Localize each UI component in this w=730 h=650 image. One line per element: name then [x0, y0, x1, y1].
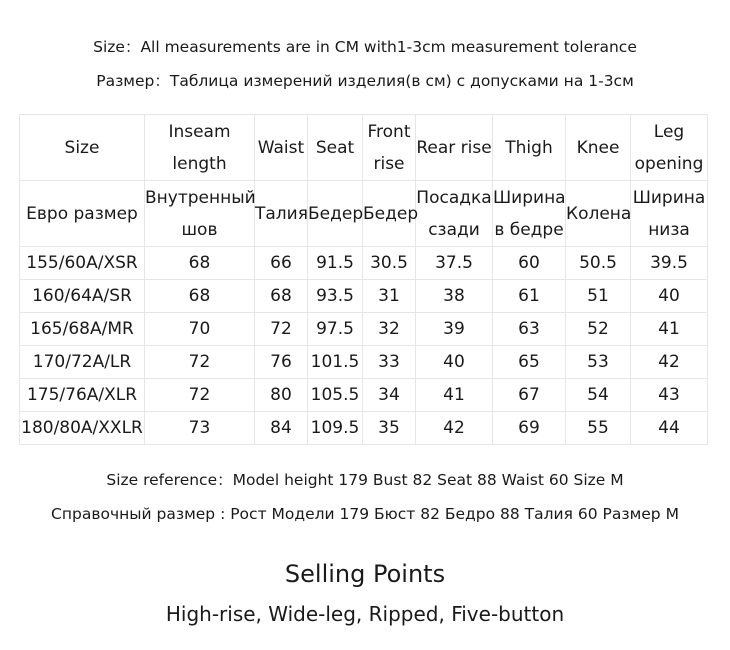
table-row	[20, 313, 708, 346]
measurement-cell: 50.5	[566, 247, 631, 280]
measurement-cell: 32	[363, 313, 416, 346]
header-cell	[363, 181, 419, 247]
header-cell	[363, 115, 416, 181]
measurement-cell: 68	[255, 280, 308, 313]
header-text: шов	[181, 219, 218, 240]
header-cell	[255, 181, 308, 247]
header-row-ru	[20, 181, 708, 247]
selling-points-text: High-rise, Wide-leg, Ripped, Five-button	[165, 602, 565, 626]
header-text: Ширина	[632, 187, 706, 208]
measurement-note-ru: Размер：Таблица измерений изделия(в см) с допусками на 1-3см	[96, 72, 634, 90]
header-text: сзади	[428, 219, 480, 240]
measurement-cell: 73	[145, 412, 255, 445]
measurement-cell: 54	[566, 379, 631, 412]
measurement-cell: 38	[416, 280, 493, 313]
header-cell	[255, 115, 308, 181]
measurement-cell: 31	[363, 280, 416, 313]
size-cell: 180/80A/XXLR	[20, 412, 145, 445]
measurement-cell: 34	[363, 379, 416, 412]
header-row-en	[20, 115, 708, 181]
measurement-cell: 61	[493, 280, 566, 313]
header-cell	[566, 115, 631, 181]
size-cell: 155/60A/XSR	[20, 247, 145, 280]
header-text: Колена	[566, 203, 632, 224]
header-cell	[416, 181, 493, 247]
header-text: в бедре	[494, 219, 564, 240]
measurement-cell: 43	[631, 379, 708, 412]
header-text: Leg	[653, 121, 685, 142]
measurement-cell: 40	[416, 346, 493, 379]
measurement-cell: 44	[631, 412, 708, 445]
measurement-cell: 105.5	[308, 379, 363, 412]
header-cell	[308, 115, 363, 181]
measurement-cell: 55	[566, 412, 631, 445]
measurement-cell: 97.5	[308, 313, 363, 346]
size-cell: 165/68A/MR	[20, 313, 145, 346]
measurement-cell: 42	[631, 346, 708, 379]
table-row	[20, 346, 708, 379]
header-cell	[631, 181, 708, 247]
header-text: Талия	[255, 203, 308, 224]
size-chart-table	[19, 114, 708, 445]
measurement-cell: 72	[145, 346, 255, 379]
measurement-cell: 52	[566, 313, 631, 346]
measurement-cell: 65	[493, 346, 566, 379]
measurement-cell: 93.5	[308, 280, 363, 313]
header-text: rise	[373, 153, 405, 174]
header-text: Внутренный	[145, 187, 256, 208]
header-text: Seat	[315, 137, 355, 158]
measurement-cell: 72	[145, 379, 255, 412]
measurement-cell: 30.5	[363, 247, 416, 280]
header-cell	[145, 181, 255, 247]
measurement-cell: 35	[363, 412, 416, 445]
size-cell: 170/72A/LR	[20, 346, 145, 379]
header-cell	[631, 115, 708, 181]
size-cell: 175/76A/XLR	[20, 379, 145, 412]
measurement-cell: 70	[145, 313, 255, 346]
header-cell	[493, 115, 566, 181]
measurement-cell: 37.5	[416, 247, 493, 280]
table-row	[20, 379, 708, 412]
measurement-cell: 67	[493, 379, 566, 412]
measurement-cell: 76	[255, 346, 308, 379]
measurement-cell: 51	[566, 280, 631, 313]
header-text: Inseam	[168, 121, 231, 142]
measurement-cell: 41	[631, 313, 708, 346]
measurement-cell: 68	[145, 247, 255, 280]
header-text: Евро размер	[26, 203, 138, 224]
header-text: Rear rise	[416, 137, 492, 158]
header-text: Бедер	[308, 203, 364, 224]
measurement-cell: 91.5	[308, 247, 363, 280]
header-text: Бедер	[363, 203, 419, 224]
table-row	[20, 280, 708, 313]
header-text: Посадка	[416, 187, 492, 208]
size-reference-ru: Справочный размер : Рост Модели 179 Бюст 82 Бедро 88 Талия 60 Размер M	[51, 505, 679, 523]
header-text: Size	[64, 137, 100, 158]
measurement-cell: 33	[363, 346, 416, 379]
measurement-cell: 63	[493, 313, 566, 346]
measurement-cell: 68	[145, 280, 255, 313]
header-cell	[308, 181, 363, 247]
size-cell: 160/64A/SR	[20, 280, 145, 313]
measurement-cell: 53	[566, 346, 631, 379]
measurement-cell: 60	[493, 247, 566, 280]
measurement-note-en: Size：All measurements are in CM with1-3cm measurement tolerance	[93, 38, 637, 56]
measurement-cell: 40	[631, 280, 708, 313]
measurement-cell: 69	[493, 412, 566, 445]
measurement-cell: 109.5	[308, 412, 363, 445]
header-text: Knee	[576, 137, 620, 158]
measurement-cell: 72	[255, 313, 308, 346]
measurement-cell: 41	[416, 379, 493, 412]
measurement-cell: 84	[255, 412, 308, 445]
selling-points-title: Selling Points	[284, 560, 446, 588]
header-text: length	[172, 153, 227, 174]
header-text: Ширина	[493, 187, 566, 208]
header-text: низа	[648, 219, 690, 240]
header-cell	[493, 181, 566, 247]
measurement-cell: 42	[416, 412, 493, 445]
measurement-cell: 39.5	[631, 247, 708, 280]
size-chart-body	[20, 115, 708, 445]
measurement-cell: 80	[255, 379, 308, 412]
header-cell	[20, 115, 145, 181]
header-cell	[416, 115, 493, 181]
measurement-cell: 101.5	[308, 346, 363, 379]
header-text: Waist	[257, 137, 305, 158]
measurement-cell: 66	[255, 247, 308, 280]
table-row	[20, 247, 708, 280]
header-text: Front	[367, 121, 411, 142]
size-reference-en: Size reference：Model height 179 Bust 82 Seat 88 Waist 60 Size M	[106, 471, 624, 489]
header-text: opening	[634, 153, 704, 174]
header-text: Thigh	[505, 137, 553, 158]
table-row	[20, 412, 708, 445]
header-cell	[20, 181, 145, 247]
measurement-cell: 39	[416, 313, 493, 346]
header-cell	[566, 181, 631, 247]
header-cell	[145, 115, 255, 181]
